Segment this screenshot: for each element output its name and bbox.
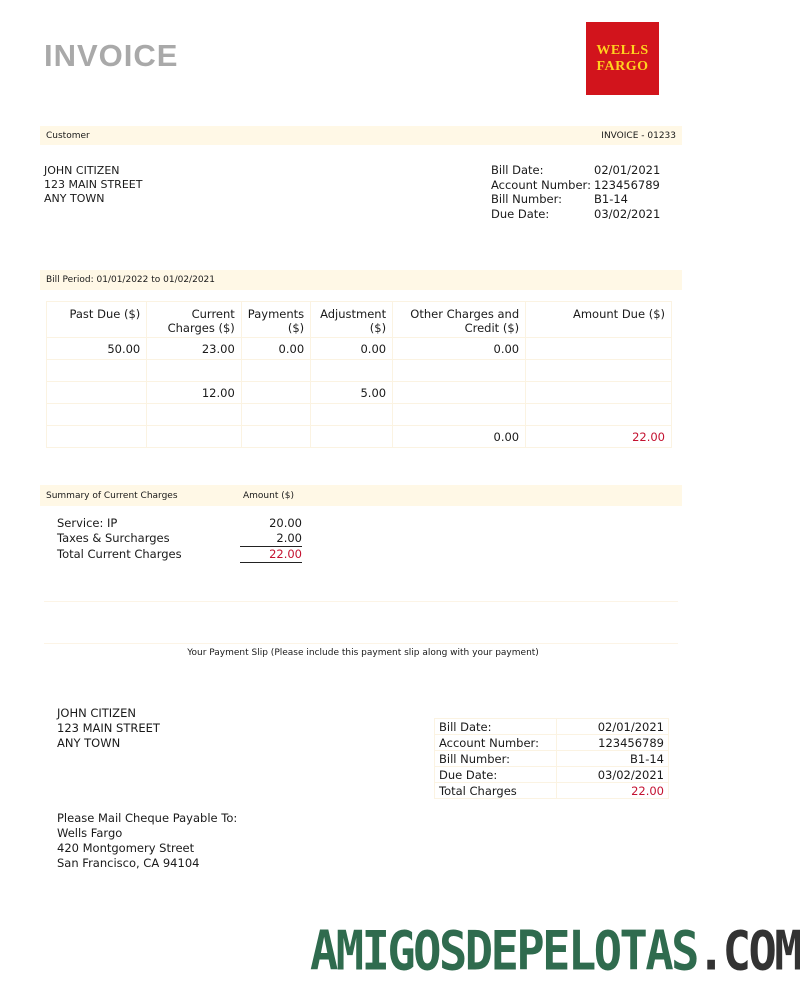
table-cell <box>393 404 526 426</box>
table-cell: 12.00 <box>147 382 242 404</box>
table-cell: 0.00 <box>393 338 526 360</box>
slip-row <box>435 767 669 783</box>
table-cell <box>393 382 526 404</box>
slip-row <box>435 751 669 767</box>
charges-header-cell: Past Due ($) <box>47 302 147 338</box>
slip-value: 22.00 <box>557 783 669 799</box>
customer-band <box>40 126 682 145</box>
summary-band <box>40 485 682 506</box>
customer-band-label: Customer <box>46 130 90 141</box>
charges-header-cell: Payments ($) <box>241 302 310 338</box>
bill-info-value: 02/01/2021 <box>594 163 661 177</box>
bill-info-value: B1-14 <box>594 192 628 207</box>
slip-label: Bill Number: <box>435 751 557 767</box>
table-row <box>47 404 672 426</box>
table-cell: 0.00 <box>241 338 310 360</box>
table-cell <box>311 360 393 382</box>
wells-fargo-logo <box>586 22 659 95</box>
summary-row <box>57 516 302 531</box>
table-cell <box>47 426 147 448</box>
table-cell: 0.00 <box>311 338 393 360</box>
bill-info-row <box>491 192 660 207</box>
slip-row <box>435 719 669 735</box>
slip-customer-town: ANY TOWN <box>57 736 121 750</box>
table-cell: 50.00 <box>47 338 147 360</box>
customer-street: 123 MAIN STREET <box>44 178 143 191</box>
summary-row <box>57 547 302 563</box>
charges-header-cell: Other Charges and Credit ($) <box>393 302 526 338</box>
payment-slip-notice: Your Payment Slip (Please include this payment slip along with your payment) <box>187 648 539 658</box>
logo-line-2: FARGO <box>596 58 649 74</box>
table-row <box>47 338 672 360</box>
table-cell <box>393 360 526 382</box>
bill-info-value: 123456789 <box>594 177 660 192</box>
summary-amount-header: Amount ($) <box>243 490 294 501</box>
bill-info-label: Account Number: <box>491 177 591 192</box>
mail-to-city: San Francisco, CA 94104 <box>57 856 200 870</box>
customer-name: JOHN CITIZEN <box>44 164 120 177</box>
table-cell <box>241 360 310 382</box>
mail-to-block <box>57 811 237 871</box>
slip-label: Due Date: <box>435 767 557 783</box>
slip-row <box>435 735 669 751</box>
watermark-suffix: .COM <box>696 920 800 984</box>
bill-period: Bill Period: 01/01/2022 to 01/02/2021 <box>46 275 215 285</box>
bill-info-row <box>491 178 660 193</box>
invoice-title: INVOICE <box>44 38 179 73</box>
slip-details-table <box>434 718 669 799</box>
mail-to-heading: Please Mail Cheque Payable To: <box>57 811 238 825</box>
slip-value: 02/01/2021 <box>557 719 669 735</box>
table-cell <box>147 426 242 448</box>
table-cell <box>526 338 672 360</box>
customer-town: ANY TOWN <box>44 192 105 205</box>
table-cell: 0.00 <box>393 426 526 448</box>
table-cell: 23.00 <box>147 338 242 360</box>
slip-customer-street: 123 MAIN STREET <box>57 721 160 735</box>
summary-value: 22.00 <box>240 547 302 563</box>
slip-label: Total Charges <box>435 783 557 799</box>
summary-value: 20.00 <box>269 516 302 530</box>
slip-row <box>435 783 669 799</box>
bill-info-row <box>491 207 660 222</box>
summary-label: Service: IP <box>57 516 118 530</box>
summary-label: Taxes & Surcharges <box>57 531 170 545</box>
bill-info-label: Bill Date: <box>491 163 544 177</box>
bill-period-band <box>40 270 682 290</box>
customer-address <box>44 164 142 206</box>
slip-customer-address <box>57 706 160 751</box>
slip-customer-name: JOHN CITIZEN <box>57 706 136 720</box>
bill-info-label: Bill Number: <box>491 192 562 207</box>
mail-to-street: 420 Montgomery Street <box>57 841 195 855</box>
watermark <box>310 920 800 983</box>
slip-label: Account Number: <box>435 735 557 751</box>
table-row <box>47 426 672 448</box>
slip-value: 03/02/2021 <box>557 767 669 783</box>
table-cell <box>526 382 672 404</box>
summary-row <box>57 531 302 547</box>
charges-table <box>46 301 672 448</box>
summary-items <box>57 516 302 563</box>
table-cell <box>147 360 242 382</box>
table-cell: 5.00 <box>311 382 393 404</box>
watermark-main: AMIGOSDEPELOTAS <box>310 920 697 984</box>
table-cell <box>241 382 310 404</box>
charges-header-cell: Current Charges ($) <box>147 302 242 338</box>
divider <box>44 643 678 644</box>
slip-value: 123456789 <box>557 735 669 751</box>
bill-info-label: Due Date: <box>491 206 550 221</box>
table-cell <box>147 404 242 426</box>
bill-info <box>491 163 660 221</box>
bill-info-value: 03/02/2021 <box>594 206 661 221</box>
table-cell: 22.00 <box>526 426 672 448</box>
table-cell <box>47 404 147 426</box>
table-cell <box>526 404 672 426</box>
table-row <box>47 382 672 404</box>
table-cell <box>241 426 310 448</box>
table-cell <box>47 382 147 404</box>
bill-info-row <box>491 163 660 178</box>
logo-line-1: WELLS <box>596 42 649 58</box>
table-cell <box>311 404 393 426</box>
table-cell <box>526 360 672 382</box>
table-cell <box>241 404 310 426</box>
charges-header-cell: Adjustment ($) <box>311 302 393 338</box>
charges-header-cell: Amount Due ($) <box>526 302 672 338</box>
table-row <box>47 360 672 382</box>
table-cell <box>311 426 393 448</box>
table-cell <box>47 360 147 382</box>
invoice-number: INVOICE - 01233 <box>601 130 676 141</box>
summary-band-label: Summary of Current Charges <box>46 490 178 501</box>
divider <box>44 601 678 602</box>
summary-label: Total Current Charges <box>57 547 182 561</box>
slip-value: B1-14 <box>557 751 669 767</box>
summary-value: 2.00 <box>240 531 302 547</box>
mail-to-name: Wells Fargo <box>57 826 123 840</box>
slip-label: Bill Date: <box>435 719 557 735</box>
